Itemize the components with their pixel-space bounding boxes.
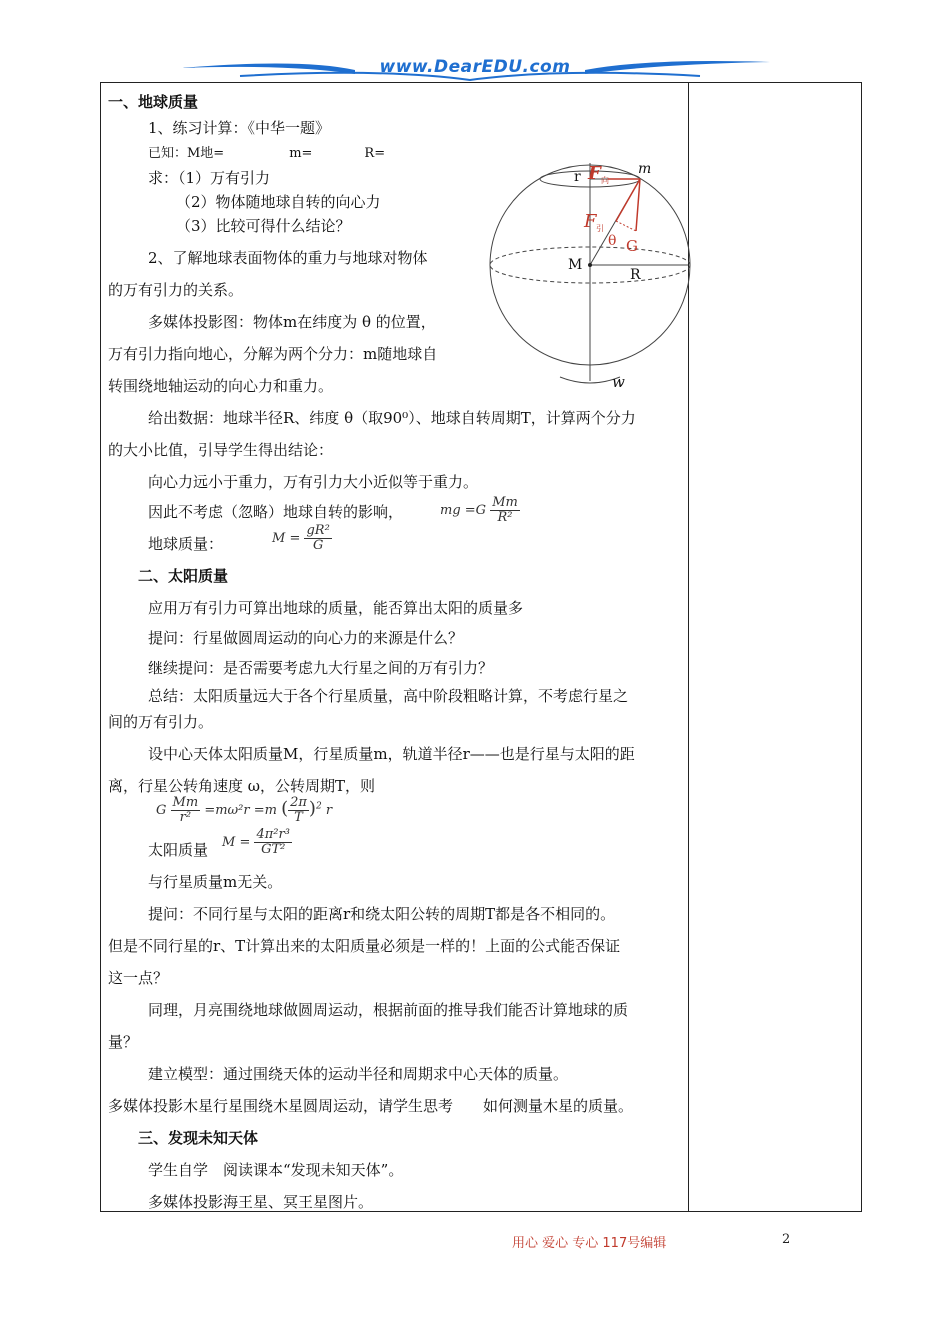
para-independent: 与行星质量m无关。 (148, 873, 283, 891)
section1-heading: 一、地球质量 (108, 93, 199, 111)
known-line: 已知：M地= m= R= (148, 146, 386, 161)
para-sun-4a: 总结：太阳质量远大于各个行星质量，高中阶段粗略计算，不考虑行星之 (148, 687, 629, 705)
formula-sun-mass-left: M = (222, 835, 251, 850)
formula-period-num: 2π (290, 795, 307, 810)
formula-gravity-centripetal: G $\frac{Mm}{\text{r²}}$ =mω²r =m ( $\frac{2\pi}{T}$ )$^2$ r (156, 795, 333, 825)
formula-sun-mass (222, 828, 292, 857)
para-relation-2: 的万有引力的关系。 (108, 281, 244, 299)
footer-editor-note: 用心 爱心 专心 117号编辑 (512, 1236, 667, 1251)
ask-line-1: 求：（1）万有引力 (148, 169, 271, 187)
formula-sun-mass-num: 4π²r³ (256, 827, 290, 842)
earth-force-diagram (488, 155, 698, 395)
diagram-label-f-centripetal-sub: 向 (601, 176, 609, 185)
formula-earth-mass (272, 524, 332, 553)
header-logo (180, 54, 770, 84)
formula-mg-num: Mm (492, 495, 518, 510)
para-relation-1: 2、了解地球表面物体的重力与地球对物体 (148, 249, 428, 267)
site-name: www.DearEDU.com (379, 57, 571, 77)
para-multimedia-1: 多媒体投影图：物体m在纬度为 θ 的位置， (148, 313, 436, 331)
para-planet-images: 多媒体投影海王星、冥王星图片。 (148, 1193, 374, 1211)
para-question-a: 提问：不同行星与太阳的距离r和绕太阳公转的周期T都是各不相同的。 (148, 905, 616, 923)
diagram-label-f-centripetal: F (588, 163, 601, 184)
formula-earth-mass-fraction (304, 524, 331, 553)
para-ignore: 因此不考虑（忽略）地球自转的影响， (148, 503, 404, 521)
formula-sun-mass-den: GT² (261, 842, 286, 857)
formula-gravity-fraction (171, 796, 201, 825)
formula-period-fraction (288, 796, 309, 825)
diagram-label-omega: w (612, 373, 625, 391)
para-moon-a: 同理，月亮围绕地球做圆周运动，根据前面的推导我们能否计算地球的质 (148, 1001, 629, 1019)
para-data-1: 给出数据：地球半径R、纬度 θ（取90⁰）、地球自转周期T，计算两个分力 (148, 409, 636, 427)
para-conclusion: 向心力远小于重力，万有引力大小近似等于重力。 (148, 473, 479, 491)
para-multimedia-3: 转围绕地轴运动的向心力和重力。 (108, 377, 334, 395)
formula-sun-mass-fraction (254, 828, 291, 857)
para-sun-2: 提问：行星做圆周运动的向心力的来源是什么？ (148, 629, 464, 647)
formula-mg-fraction (490, 496, 520, 525)
formula-gravity-middle: =mω²r =m (204, 803, 277, 818)
formula-earth-mass-num: gR² (306, 523, 330, 538)
formula-mg-left: mg =G (440, 503, 487, 518)
diagram-label-r: r (574, 169, 581, 185)
diagram-label-f-gravity: F (584, 211, 597, 232)
formula-earth-mass-left: M = (272, 531, 301, 546)
formula-g-symbol: G (156, 803, 167, 818)
para-question-c: 这一点？ (108, 969, 169, 987)
diagram-label-m: m (638, 161, 652, 177)
formula-period-den: T (294, 810, 303, 825)
diagram-label-earth-m: M (568, 257, 583, 273)
earth-mass-label: 地球质量： (148, 535, 224, 553)
para-jupiter: 多媒体投影木星行星围绕木星圆周运动，请学生思考 如何测量木星的质量。 (108, 1097, 634, 1115)
para-question-b: 但是不同行星的r、T计算出来的太阳质量必须是一样的！上面的公式能否保证 (108, 937, 621, 955)
formula-mg-den: R² (497, 510, 513, 525)
diagram-label-theta: θ (608, 233, 617, 249)
sun-mass-label: 太阳质量 (148, 841, 209, 859)
formula-mg (440, 496, 520, 525)
section2-heading: 二、太阳质量 (138, 567, 229, 585)
para-multimedia-2: 万有引力指向地心，分解为两个分力：m随地球自 (108, 345, 438, 363)
diagram-label-f-gravity-sub: 引 (596, 224, 604, 233)
para-sun-3: 继续提问：是否需要考虑九大行星之间的万有引力？ (148, 659, 494, 677)
para-sun-4b: 间的万有引力。 (108, 713, 214, 731)
earth-force-diagram-graphic (488, 155, 698, 395)
diagram-label-g: G (626, 237, 638, 255)
para-data-2: 的大小比值，引导学生得出结论： (108, 441, 334, 459)
formula-gravity-den: r² (179, 810, 192, 825)
diagram-label-radius: R (630, 267, 641, 283)
ask-line-3: （3）比较可得什么结论？ (176, 217, 351, 235)
para-moon-b: 量？ (108, 1033, 139, 1051)
exercise-line: 1、练习计算：《中华一题》 (148, 119, 331, 137)
section3-heading: 三、发现未知天体 (138, 1129, 259, 1147)
formula-gravity-num: Mm (172, 795, 199, 810)
page-number: 2 (782, 1232, 791, 1247)
para-sun-5a: 设中心天体太阳质量M，行星质量m，轨道半径r——也是行星与太阳的距 (148, 745, 635, 763)
para-self-study: 学生自学 阅读课本“发现未知天体”。 (148, 1161, 404, 1179)
ask-line-2: （2）物体随地球自转的向心力 (176, 193, 381, 211)
formula-earth-mass-den: G (312, 538, 324, 553)
formula-paren-open: ( (281, 798, 289, 819)
formula-gravity-end: r (325, 803, 333, 818)
formula-paren-close: ) (308, 798, 316, 819)
para-sun-5b: 离，行星公转角速度 ω，公转周期T，则 (108, 777, 376, 795)
para-sun-1: 应用万有引力可算出地球的质量，能否算出太阳的质量多 (148, 599, 524, 617)
para-model: 建立模型：通过围绕天体的运动半径和周期求中心天体的质量。 (148, 1065, 569, 1083)
